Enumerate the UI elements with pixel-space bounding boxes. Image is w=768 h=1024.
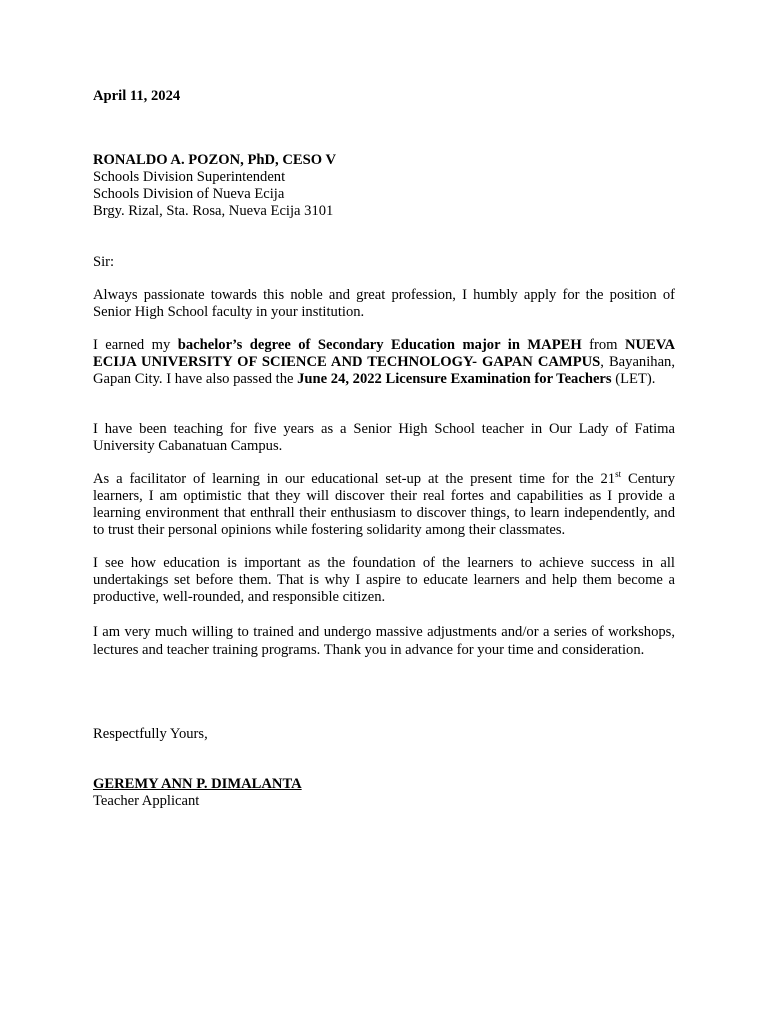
recipient-office: Schools Division of Nueva Ecija: [93, 186, 285, 202]
paragraph-intro: Always passionate towards this noble and great profession, I humbly apply for the position of Senior High School faculty in your institution.: [93, 287, 675, 320]
ordinal-suffix: st: [615, 469, 622, 479]
paragraph-philosophy: [93, 471, 675, 539]
paragraph-aspiration: I see how education is important as the foundation of the learners to achieve success in all undertakings set before them. That is why I aspire to educate learners and help them become a productive, well-rounded, and responsible citizen.: [93, 555, 675, 605]
signature-block: [93, 776, 302, 810]
recipient-title: Schools Division Superintendent: [93, 169, 286, 185]
university-text: NUEVA ECIJA UNIVERSITY OF SCIENCE AND TECHNOLOGY- GAPAN CAMPUS: [93, 337, 675, 370]
paragraph-experience: I have been teaching for five years as a Senior High School teacher in Our Lady of Fatima University Cabanatuan Campus.: [93, 421, 675, 454]
closing: Respectfully Yours,: [93, 726, 208, 742]
degree-text: bachelor’s degree of Secondary Education major in MAPEH: [177, 337, 582, 353]
philosophy-text-2: Century learners, I am optimistic that they will discover their real fortes and capabilities as I provide a learning environment that enthrall their enthusiasm to discover things, to learn independently, and to trust their personal opinions while fostering solidarity among their classmates.: [93, 471, 675, 538]
recipient-address: Brgy. Rizal, Sta. Rosa, Nueva Ecija 3101: [93, 203, 334, 219]
paragraph-education: [93, 337, 675, 388]
signatory-role: Teacher Applicant: [93, 793, 200, 809]
signatory-name: GEREMY ANN P. DIMALANTA: [93, 776, 302, 792]
salutation: Sir:: [93, 254, 115, 270]
education-text-3: , Bayanihan, Gapan City. I have also passed the: [93, 354, 675, 387]
recipient-name: RONALDO A. POZON, PhD, CESO V: [93, 152, 336, 168]
paragraph-willingness: I am very much willing to trained and undergo massive adjustments and/or a series of workshops, lectures and teacher training programs. Thank you in advance for your time and consideration.: [93, 624, 675, 658]
recipient-block: [93, 152, 336, 220]
education-text-4: (LET).: [611, 371, 656, 387]
philosophy-text-1: As a facilitator of learning in our educational set-up at the present time for the 21: [93, 471, 616, 487]
education-text-2: from: [581, 337, 625, 353]
letter-date: April 11, 2024: [93, 88, 181, 104]
licensure-text: June 24, 2022 Licensure Examination for Teachers: [297, 371, 612, 387]
education-text-1: I earned my: [93, 337, 178, 353]
